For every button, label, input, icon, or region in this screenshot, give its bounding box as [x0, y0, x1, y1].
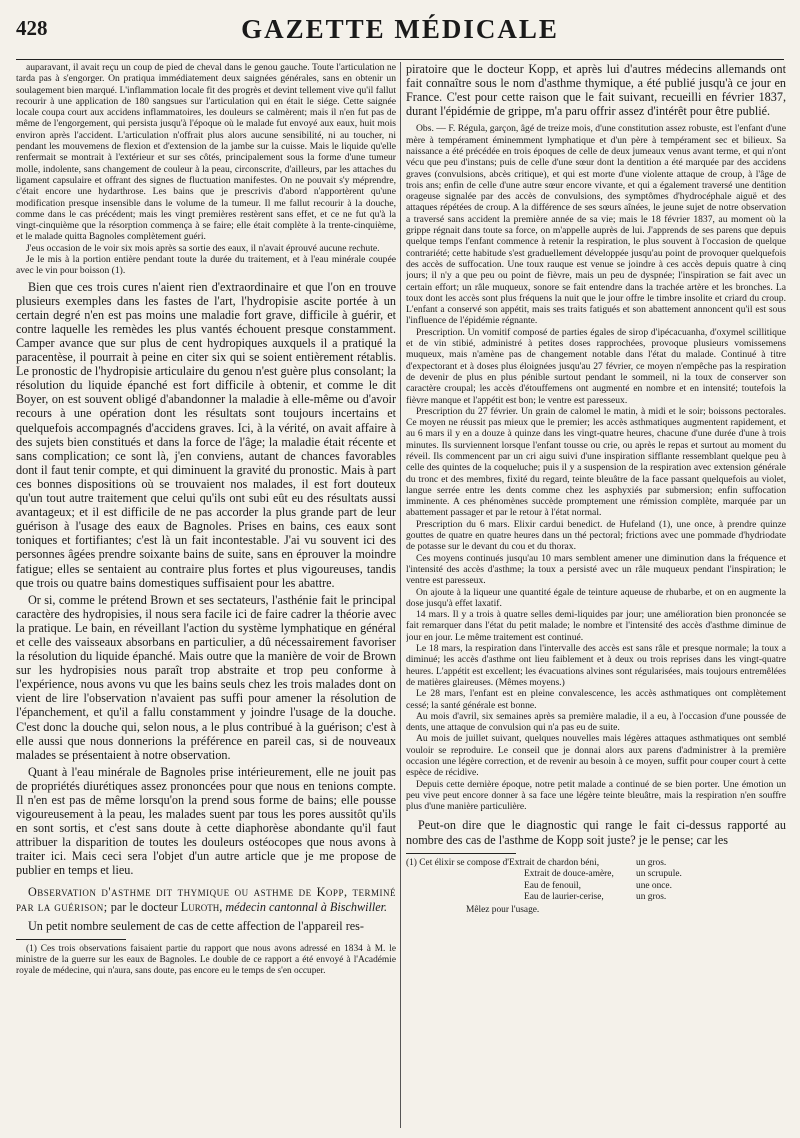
- followup-1: Ces moyens continués jusqu'au 10 mars semblent amener une diminution dans la fréquence et l'intensité des accès d'asthme; la toux a persisté avec un râle muqueux pendant l'inspiration; le ventre est paresseux.: [406, 552, 786, 587]
- followup-4: Le 18 mars, la respiration dans l'intervalle des accès est sans râle et presque normale; la toux a diminué; les accès d'asthme ont lieu faiblement et à deux ou trois reprises dans les vingt-quatre heures. L'appétit est excellent; les évacuations alvines sont régularisées, mais toujours entremêlées de matières glaireuses. (Mêmes moyens.): [406, 643, 786, 688]
- followup-2: On ajoute à la liqueur une quantité égale de teinture aqueuse de rhubarbe, et on en augmente la dose jusqu'à effet laxatif.: [406, 586, 786, 609]
- followup-3: 14 mars. Il y a trois à quatre selles demi-liquides par jour; une amélioration bien prononcée se fait remarquer dans l'état du petit malade; le nombre et l'intensité des accès d'asthme diminue de jour en jour. Le même traitement est continué.: [406, 609, 786, 643]
- recipe-row: [406, 892, 786, 904]
- followup-7: Au mois de juillet suivant, quelques nouvelles mais légères attaques asthmatiques ont semblé vouloir se reproduire. Le conseil que je donnai alors aux parens d'administrer à la première occasion une légère correction, et de revenir au besoin à ce moyen, suffit pour couper court à cette espèce de récidive.: [406, 733, 786, 779]
- observation-author-role: , médecin cantonnal à Bischwiller.: [219, 899, 388, 914]
- discussion-paragraph-1: Bien que ces trois cures n'aient rien d'extraordinaire et que l'on en trouve plusieurs exemples dans les fastes de l'art, l'hydropisie ascite portée à un certain degré n'en est pas moins une maladie fort grave, difficile à guérir, et contre laquelle les remèdes les plus vantés échouent presque constamment. Camper avance que sur plus de cent hydropiques auxquels il a pratiqué la paracentèse, il pourrait à peine en citer six qui se soient entièrement rétablis. Le pronostic de l'hydropisie articulaire du genou n'est guère plus consolant; la résolution du liquide épanché est fort difficile à obtenir, et comme le dit Boyer, on est souvent obligé d'abandonner la maladie à elle-même ou d'avoir recours à une opération dont les résultats sont toujours incertains et quelquefois accompagnés d'accidens graves. Ici, à la vérité, on avait affaire à des sujets bien constitués et dans la force de l'âge; la maladie était récente et sans complication; ce sont là, j'en conviens, autant de chances favorables dont il faut tenir compte, et qui diminuent la gravité du pronostic. Mais à part ces bonnes dispositions où se trouvaient nos malades, il est fort douteux qu'un tout autre traitement que celui qu'ils ont subi eût eu des résultats aussi avantageux; et il est difficile de ne pas accorder la plus grande part de leur guérison à l'usage des eaux de Bagnoles. Prises en bains, ces eaux sont toniques et fortifiantes; c'est là un fait incontestable. J'ai vu souvent ici des personnes âgées prendre soixante bains de suite, sans en éprouver la moindre fatigue; elles se sentaient au contraire plus fortes et plus vigoureuses, tandis que trois ou quatre bains domestiques suffisaient pour les abattre.: [16, 279, 396, 590]
- page-header: [16, 14, 784, 60]
- case-paragraph-3: Je le mis à la portion entière pendant toute la durée du traitement, et à l'eau minérale coupée avec le vin pour boisson (1).: [16, 254, 396, 277]
- followup-5: Le 28 mars, l'enfant est en pleine convalescence, les accès asthmatiques ont complètement cessé; la santé générale est bonne.: [406, 688, 786, 711]
- recipe-row: [406, 858, 786, 870]
- prescription-2: Prescription du 27 février. Un grain de calomel le matin, à midi et le soir; boissons pectorales. Ce moyen ne réussit pas mieux que le premier; les accès asthmatiques augmentent rapidement, et au 6 mars il y en a douze à quinze dans les vingt-quatre heures, chacune d'une durée d'une à trois minutes. Ils surviennent lorsque l'enfant tousse ou crie, ou après le repas et surtout au moment du réveil. Ils commencent par un cri aigu suivi d'une inspiration sifflante ressemblant quelque peu à celle des quintes de la coqueluche; puis il y a suspension de la respiration avec extension générale du tronc et des membres, fixité du regard, teinte bleuâtre de la face passant quelquefois au violet, langue serrée entre les dents comme chez les asphyxiés par submersion; enfin suffocation imminente. A ces phénomènes succède promptement une rémission complète, marquée par un abattement passager et par le retour à l'état normal.: [406, 405, 786, 519]
- left-column: [16, 62, 396, 1128]
- recipe-quantity: un gros.: [636, 857, 667, 868]
- discussion-paragraph-2: Or si, comme le prétend Brown et ses sectateurs, l'asthénie fait le principal caractère des hydropisies, il nous sera facile ici de faire cadrer la théorie avec la pratique. Le bain, en réveillant l'action du système lymphatique en général et celle des vaisseaux absorbans en particulier, a dû nécessairement favoriser la résolution du liquide épanché. Mais outre que la manière de voir de Brown sur les hydropisies nous paraît trop abstraite et trop peu conforme à l'expérience, nous avons vu que les bains seuls chez les trois malades dont on vient de lire l'observation n'avaient pas suffi pour amener la résolution de l'épanchement, et qu'il a fallu constamment y joindre l'usage de la douche. C'est donc la douche qui, selon nous, a le plus contribué à la guérison; c'est à elle aussi que nous donnerions la préférence en pareil cas, si de nouveaux malades se présentaient à notre observation.: [16, 592, 396, 762]
- journal-title: GAZETTE MÉDICALE: [241, 14, 559, 44]
- intro-continuation: piratoire que le docteur Kopp, et après lui d'autres médecins allemands ont fait connaître sous le nom d'asthme thymique, a été publié jusqu'à ce jour en France. C'est pour cette raison que le fait suivant, recueilli en février 1837, durant l'épidémie de grippe, m'a paru offrir assez d'intérêt pour être publié.: [406, 62, 786, 119]
- observation-intro: Un petit nombre seulement de cas de cette affection de l'appareil res-: [28, 918, 364, 933]
- discussion-paragraph-3: Quant à l'eau minérale de Bagnoles prise intérieurement, elle ne jouit pas de propriétés diurétiques assez prononcées pour que nous en tenions compte. Il n'en est pas de même lorsqu'on la prend sous forme de bains; elle pousse vigoureusement à la peau, les malades suent par tous les pores aussitôt qu'ils en sont sortis, et c'est sans doute à cette diaphorèse abondante qu'il faut attribuer la disparition de toutes les douleurs ostéocopes que nous avons à traiter ici. Mais ceci sera l'objet d'un autre article que je me propose de publier en temps et lieu.: [16, 764, 396, 878]
- recipe-ingredient: Extrait de douce-amère,: [524, 869, 614, 880]
- followup-8: Depuis cette dernière époque, notre petit malade a continué de se bien porter. Une émotion un peu vive peut encore donner à sa face une légère teinte bleuâtre, mais la respiration n'en souffre plus d'une manière particulière.: [406, 778, 786, 813]
- prescription-3: Prescription du 6 mars. Elixir cardui benedict. de Hufeland (1), une once, à prendre quinze gouttes de quatre en quatre heures dans un thé pectoral; frictions avec une pommade d'hydriodate de potasse sur le devant du cou et du thorax.: [406, 518, 786, 553]
- recipe-note: Mêlez pour l'usage.: [466, 904, 540, 915]
- observation-author: Luroth: [180, 899, 220, 914]
- case-paragraph-1: auparavant, il avait reçu un coup de pied de cheval dans le genou gauche. Toute l'articulation ne tarda pas à s'engorger. On pratiqua immédiatement deux saignées générales, sans en obtenir un soulagement bien marqué. L'inflammation locale fit des progrès et devint tellement vive qu'il fallut recourir à une application de 180 sangsues sur l'articulation qui en était le siége. Cette saignée locale coupa court aux accidens inflammatoires, les douleurs se calmèrent; mais il n'en fut pas de même de l'engorgement, qui persista jusqu'à l'époque où le malade fut envoyé aux eaux, huit mois environ après l'accident. L'articulation n'offrait plus alors aucune sensibilité, ni au toucher, ni pendant les mouvemens de flexion et d'extension de la jambe sur la cuisse. Mais le liquide qu'elle renfermait se montrait à l'extérieur et sur ses côtés, principalement sous la forme d'une tumeur molle, indolente, sans changement de couleur à la peau, circonscrite, d'ailleurs, par les attaches du ligament capsulaire et offrant des signes de fluctuation manifestes. On ne pouvait s'y méprendre, c'était encore une hydarthrose. Les bains que je prescrivis d'abord n'apportèrent qu'une modification presque insensible dans le volume de la tumeur. Il me fallut recourir à la douche, comme dans le cas précédent; mais les vingt premières restèrent sans effet, et ce ne fut qu'à la vingt-cinquième que la résorption commença à se faire; elle était complète à la trente-cinquième, et le malade quitta Bagnoles complètement guéri.: [16, 62, 396, 243]
- right-column: [406, 62, 786, 1128]
- observation-title-by: par le docteur: [107, 899, 181, 914]
- recipe-row: [406, 881, 786, 893]
- recipe-quantity: un scrupule.: [636, 869, 682, 880]
- recipe-ingredient: Eau de fenouil,: [524, 880, 582, 891]
- footnote-rule: [16, 939, 126, 940]
- recipe-ingredient: (1) Cet élixir se compose d'Extrait de chardon béni,: [406, 857, 600, 868]
- prescription-1: Prescription. Un vomitif composé de parties égales de sirop d'ipécacuanha, d'oxymel scillitique et de vin stibié, administré à petites doses rapprochées, provoque plusieurs vomissemens muqueux, mais n'amène pas de changement notable dans l'état du malade. Continué à titre d'expectorant et à doses plus éloignées jusqu'au 27 février, ce moyen n'empêche pas la respiration de devenir de plus en plus pénible surtout pendant le sommeil, ni la toux de conserver son caractère croupal; les accès d'étouffemens ont augmenté en nombre et en intensité; toutefois la fièvre manque et l'appétit est bon; le ventre est paresseux.: [406, 326, 786, 406]
- recipe-ingredient: Eau de laurier-cerise,: [524, 892, 604, 903]
- observation-case: Obs. — F. Régula, garçon, âgé de treize mois, d'une constitution assez robuste, est l'enfant d'une mère à tempérament éminemment lymphatique et d'un père à tempérament sec et bilieux. Sa naissance a été précédée en trois époques de celle de deux jumeaux venus avant terme, et qui n'ont vécu que peu d'instans; puis de celle d'une sœur dont la dentition a été marquée par des accidens graves (convulsions, abcès critique), et qui est morte d'une violente attaque de croup, à l'âge de trois ans; enfin de celle d'une autre sœur encore vivante, et qui a également traversé une dentition orageuse signalée par des accès de convulsions, des symptômes d'hydrocéphale aiguë et des attaques répétées de croup. A la différence de ses sœurs aînées, le jeune sujet de notre observation a traversé sans accident la première année de sa vie; mais le 18 février 1837, au moment où la grippe régnait dans toute sa force, on m'appelle auprès de lui. J'apprends de ses parens que depuis quelque temps l'enfant commence à retenir la respiration, le plus souvent à l'occasion de quelque contrariété; cette habitude s'est graduellement développée jusqu'au point de provoquer quelquefois des accès de suffocation. Une toux rauque est venue se joindre à ces accès depuis quatre à cinq jours; il n'y a que peu ou point de fièvre, mais un peu de dyspnée; l'inspiration se fait avec un certain effort; un râle muqueux, sonore se fait entendre dans la trachée artère et les bronches. La toux dont les accès sont plus fréquens la nuit que le jour offre le timbre insolite et criard du croup. L'enfant a conservé son appétit, mais ses traits fatigués et son abattement annoncent qu'il est sous l'influence de l'épidémie régnante.: [406, 123, 786, 327]
- conclusion-paragraph: Peut-on dire que le diagnostic qui range le fait ci-dessus rapporté au nombre des cas de l'asthme de Kopp soit juste? je le pense; car les: [406, 818, 786, 847]
- recipe-footnote: [406, 858, 786, 916]
- footnote-rule-right: [406, 853, 516, 854]
- followup-6: Au mois d'avril, six semaines après sa première maladie, il a eu, à l'occasion d'une poussée de dents, une attaque de convulsion qui n'a pas eu de suite.: [406, 710, 786, 734]
- observation-title: [16, 885, 396, 915]
- recipe-quantity: un gros.: [636, 892, 667, 903]
- recipe-quantity: une once.: [636, 880, 672, 891]
- observation-title-caps: Observation d'asthme dit thymique ou asthme de Kopp, terminé par la guérison;: [16, 884, 396, 914]
- footnote-left: (1) Ces trois observations faisaient partie du rapport que nous avons adressé en 1834 à M. le ministre de la guerre sur les eaux de Bagnoles. Le double de ce rapport a été envoyé à l'Académie royale de médecine, qui n'aura, sans doute, pas encore eu le temps de s'en occuper.: [16, 943, 396, 976]
- case-paragraph-2: J'eus occasion de le voir six mois après sa sortie des eaux, il n'avait éprouvé aucune rechute.: [26, 242, 380, 254]
- page-number: 428: [16, 16, 48, 40]
- column-divider: [400, 62, 401, 1128]
- recipe-row: [406, 869, 786, 881]
